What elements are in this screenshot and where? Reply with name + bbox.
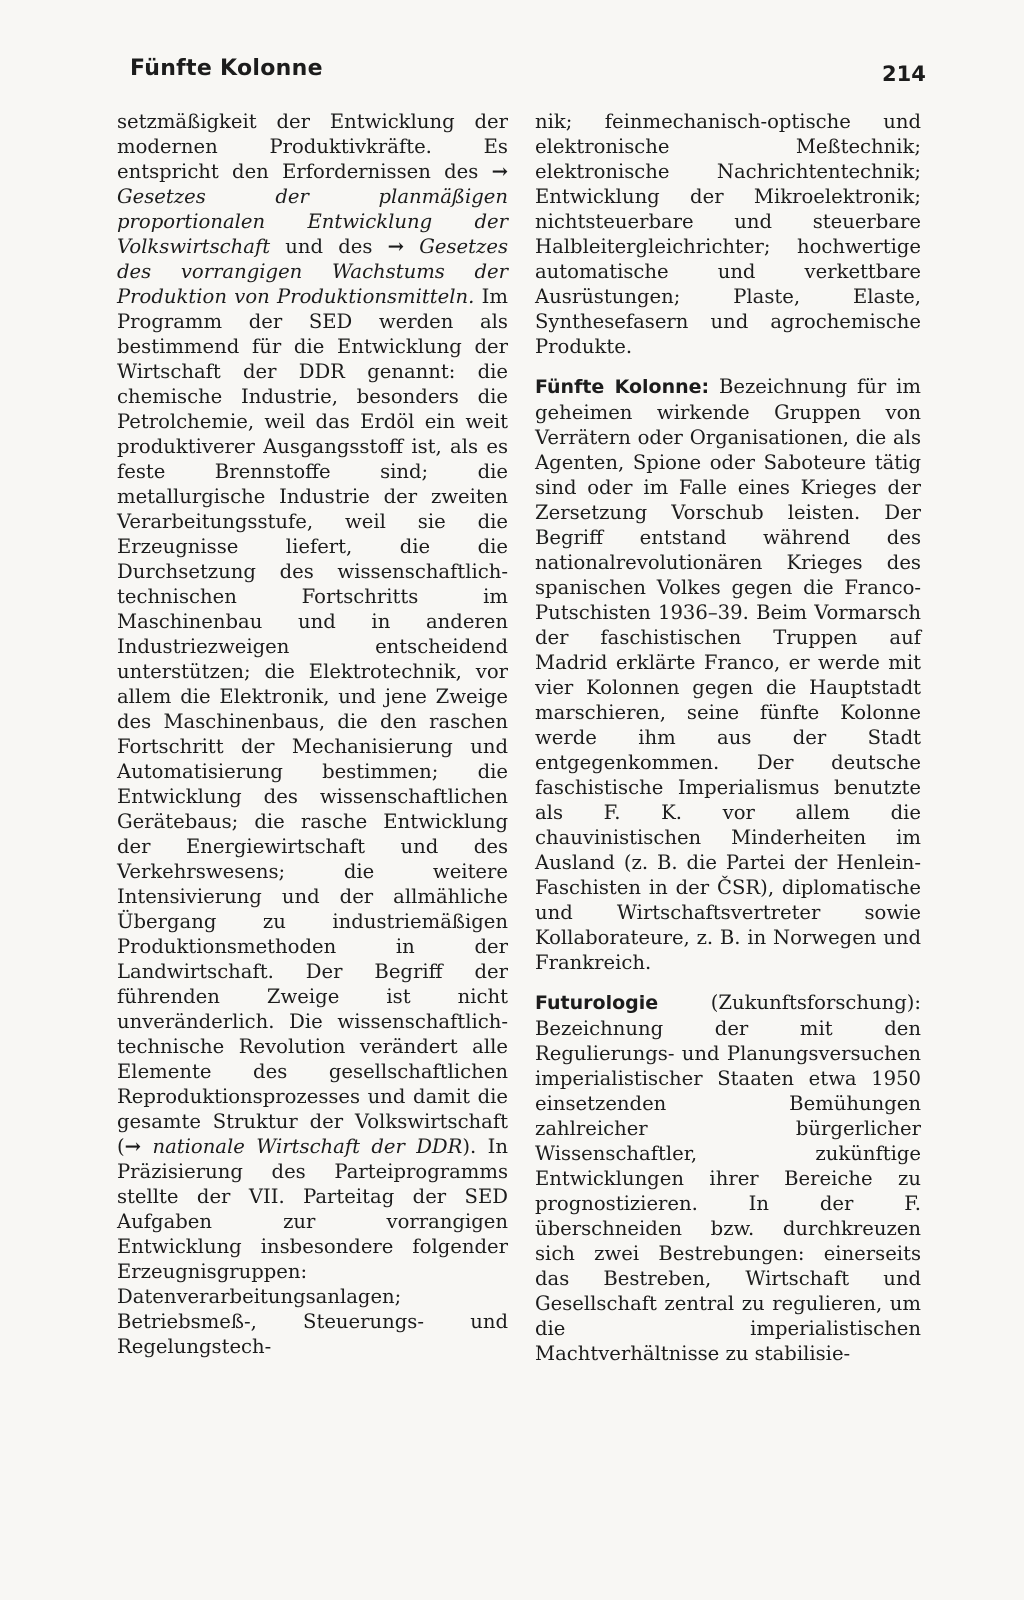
cross-reference-arrow-icon: →	[491, 160, 508, 183]
body-text: und des	[270, 235, 388, 258]
left-column	[117, 109, 508, 1359]
continuation-paragraph: nik; feinmechanisch-optische und elektronische Meßtechnik; elektronische Nachrichtentechnik; Entwicklung der Mikroelektronik; nichtsteuerbare und steuerbare Halbleitergleichrichter; hochwertige automatische und verkettbare Ausrüstungen; Plaste, Elaste, Synthesefasern und agrochemische Produkte.	[535, 110, 921, 358]
dictionary-entry-futurologie	[535, 990, 921, 1366]
body-text: ). In Präzisierung des Parteiprogramms stellte der VII. Parteitag der SED Aufgaben zur vorrangigen Entwicklung insbesondere folgender Erzeugnisgruppen: Datenverarbeitungsanlagen; Betriebsmeß-, Steuerungs- und Regelungstech-	[117, 1135, 508, 1358]
right-column	[535, 109, 921, 1366]
entry-keyword: Futurologie	[535, 992, 659, 1014]
entry-text: Bezeichnung für im geheimen wirkende Gruppen von Verrätern oder Organisationen, die als Agenten, Spione oder Saboteure tätig sind oder im Falle eines Krieges der Zersetzung Vorschub leisten. Der Begriff entstand während des nationalrevolutionären Krieges des spanischen Volkes gegen die Franco-Putschisten 1936–39. Beim Vormarsch der faschistischen Truppen auf Madrid erklärte Franco, er werde mit vier Kolonnen gegen die Hauptstadt marschieren, seine fünfte Kolonne werde ihm aus der Stadt entgegenkommen. Der deutsche faschistische Imperialismus benutzte als F. K. vor allem die chauvinistischen Minderheiten im Ausland (z. B. die Partei der Henlein-Faschisten in der ČSR), diplomatische und Wirtschaftsvertreter sowie Kollaborateure, z. B. in Norwegen und Frankreich.	[535, 375, 921, 974]
cross-reference-arrow-icon: →	[124, 1135, 142, 1158]
left-column-paragraph	[117, 109, 508, 1359]
cross-reference: Gesetzes des vorrangigen Wachstums der Produktion von Produktionsmitteln.	[117, 235, 508, 308]
cross-reference: nationale Wirtschaft der DDR	[152, 1135, 463, 1158]
cross-reference-arrow-icon: →	[387, 235, 405, 258]
cross-reference: Gesetzes der planmäßigen proportionalen Entwicklung der Volkswirtschaft	[117, 185, 508, 258]
page-number: 214	[882, 62, 926, 86]
running-head: Fünfte Kolonne	[130, 56, 323, 81]
entry-text: (Zukunftsforschung): Bezeichnung der mit den Regulierungs- und Planungsversuchen imperialistischer Staaten etwa 1950 einsetzenden Bemühungen zahlreicher bürgerlicher Wissenschaftler, zukünftige Entwicklungen ihrer Bereiche zu prognostizieren. In der F. überschneiden bzw. durchkreuzen sich zwei Bestrebungen: einerseits das Bestreben, Wirtschaft und Gesellschaft zentral zu regulieren, um die imperialistischen Machtverhältnisse zu stabilisie-	[535, 991, 921, 1365]
body-text: setzmäßigkeit der Entwicklung der modernen Produktivkräfte. Es entspricht den Erfordernissen des	[117, 110, 508, 183]
dictionary-entry-fuenfte-kolonne	[535, 374, 921, 975]
entry-keyword: Fünfte Kolonne:	[535, 376, 710, 398]
body-text: Im Programm der SED werden als bestimmend für die Entwicklung der Wirtschaft der DDR genannt: die chemische Industrie, besonders die Petrolchemie, weil das Erdöl ein weit produktiverer Ausgangsstoff ist, als es feste Brennstoffe sind; die metallurgische Industrie der zweiten Verarbeitungsstufe, weil sie die Erzeugnisse liefert, die die Durchsetzung des wissenschaftlich-technischen Fortschritts im Maschinenbau und in anderen Industriezweigen entscheidend unterstützen; die Elektrotechnik, vor allem die Elektronik, und jene Zweige des Maschinenbaus, die den raschen Fortschritt der Mechanisierung und Automatisierung bestimmen; die Entwicklung des wissenschaftlichen Gerätebaus; die rasche Entwicklung der Energiewirtschaft und des Verkehrswesens; die weitere Intensivierung und der allmähliche Übergang zu industriemäßigen Produktionsmethoden in der Landwirtschaft. Der Begriff der führenden Zweige ist nicht unveränderlich. Die wissenschaftlich-technische Revolution verändert alle Elemente des gesellschaftlichen Reproduktionsprozesses und damit die gesamte Struktur der Volkswirtschaft (	[117, 285, 508, 1158]
